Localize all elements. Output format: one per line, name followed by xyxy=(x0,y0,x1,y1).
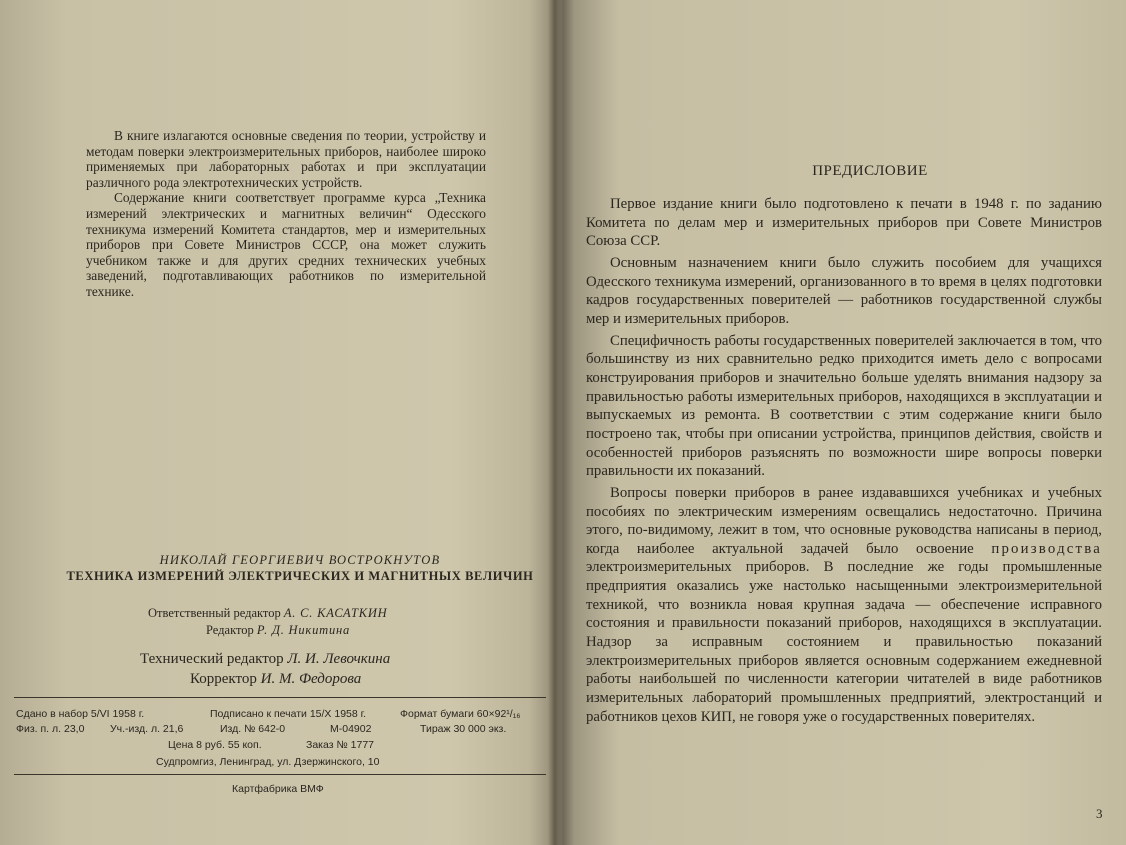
preface-paragraph-2: Основным назначением книги было служить пособием для учащихся Одесского техникума измерений, организованного в то время в целях подготовки кадров государственных поверителей — работников государственной службы мер и измерительных приборов. xyxy=(586,254,1102,327)
annotation-block xyxy=(86,128,486,300)
editor-line xyxy=(206,623,350,638)
printing-price: Цена 8 руб. 55 коп. xyxy=(168,739,262,751)
left-page xyxy=(0,0,548,845)
preface-paragraph-4-part-1: Вопросы поверки приборов в ранее издававшихся учебниках и учебных пособиях по электрическим измерениям освещались недостаточно. Причина этого, по-видимому, лежит в том, что основные руководства написаны в период, когда наиболее актуальной задачей было освоение xyxy=(586,484,1102,557)
printing-sent-date: Сдано в набор 5/VI 1958 г. xyxy=(16,708,145,720)
printing-printer: Картфабрика ВМФ xyxy=(232,783,324,795)
printing-order: Заказ № 1777 xyxy=(306,739,374,751)
printing-phys-sheets: Физ. п. л. 23,0 xyxy=(16,723,85,735)
preface-spaced-word: производства xyxy=(991,540,1102,557)
printing-publisher: Судпромгиз, Ленинград, ул. Дзержинского, 10 xyxy=(156,756,380,768)
tech-editor-name: Л. И. Левочкина xyxy=(287,651,391,667)
editor-label: Редактор xyxy=(206,623,254,637)
annotation-paragraph-2: Содержание книги соответствует программе курса „Техника измерений электрических и магнитных величин“ Одесского техникума измерений Комитета стандартов, мер и измерительных приборов при Совете Министров СССР, она может служить учебником также и для других средних технических учебных заведений, подготавливающих работников по измерительной технике. xyxy=(86,190,486,299)
preface-body xyxy=(586,195,1102,729)
preface-heading: ПРЕДИСЛОВИЕ xyxy=(812,163,928,179)
preface-paragraph-3: Специфичность работы государственных поверителей заключается в том, что большинству из них сравнительно редко приходится иметь дело с вопросами конструирования приборов и значительно больше уделять внимания надзору за правильностью работы измерительных приборов, находящихся в эксплуатации и выпускаемых из ремонта. В соответствии с этим содержание книги было построено так, чтобы при описании устройства, принципов действия, свойств и особенностей приборов разъяснять по возможности шире вопросы поверки правильности их показаний. xyxy=(586,332,1102,480)
printing-edition-number: Изд. № 642-0 xyxy=(220,723,286,735)
imprint-title: ТЕХНИКА ИЗМЕРЕНИЙ ЭЛЕКТРИЧЕСКИХ И МАГНИТНЫХ ВЕЛИЧИН xyxy=(66,569,534,583)
preface-paragraph-1: Первое издание книги было подготовлено к печати в 1948 г. по заданию Комитета по делам мер и измерительных приборов при Совете Министров Союза ССР. xyxy=(586,196,1102,250)
responsible-editor-label: Ответственный редактор xyxy=(148,606,281,620)
printing-run-size: Тираж 30 000 экз. xyxy=(420,723,507,735)
corrector-name: И. М. Федорова xyxy=(260,671,362,687)
corrector-line xyxy=(190,671,361,688)
responsible-editor-line xyxy=(148,606,387,621)
imprint-bottom-rule xyxy=(14,774,546,775)
printing-paper-format: Формат бумаги 60×92¹/₁₆ xyxy=(400,708,521,720)
right-page xyxy=(562,0,1126,845)
preface-paragraph-4 xyxy=(586,484,1102,727)
printing-edu-sheets: Уч.-изд. л. 21,6 xyxy=(110,723,184,735)
imprint-author: НИКОЛАЙ ГЕОРГИЕВИЧ ВОСТРОКНУТОВ xyxy=(159,553,441,567)
preface-paragraph-4-part-2: электроизмерительных приборов. В последние же годы промышленные предприятия оказались уже настолько насыщенными электроизмерительной техникой, что возникла новая крупная задача — обеспечение исправного состояния и правильности показаний приборов, находящихся в эксплуатации. Надзор за исправным состоянием и правильностью показаний электроизмерительных приборов является основным содержанием ежедневной работы наибольшей по численности категории читателей в виде работников измерительных лабораторий промышленных предприятий, электростанций и работников цехов КИП, не говоря уже о государственных поверителях. xyxy=(586,559,1102,725)
annotation-paragraph-1: В книге излагаются основные сведения по теории, устройству и методам поверки электроизмерительных приборов, наиболее широко применяемых при лабораторных работах и при эксплуатации различного рода электротехнических устройств. xyxy=(86,128,486,190)
book-gutter xyxy=(548,0,562,845)
responsible-editor-name: А. С. КАСАТКИН xyxy=(283,606,388,620)
printing-signed-date: Подписано к печати 15/X 1958 г. xyxy=(210,708,367,720)
tech-editor-label: Технический редактор xyxy=(140,651,284,667)
printing-license-code: М-04902 xyxy=(330,723,372,735)
imprint-top-rule xyxy=(14,697,546,698)
tech-editor-line xyxy=(140,651,390,668)
corrector-label: Корректор xyxy=(190,671,257,687)
page-number: 3 xyxy=(1096,806,1103,821)
editor-name: Р. Д. Никитина xyxy=(256,623,351,637)
